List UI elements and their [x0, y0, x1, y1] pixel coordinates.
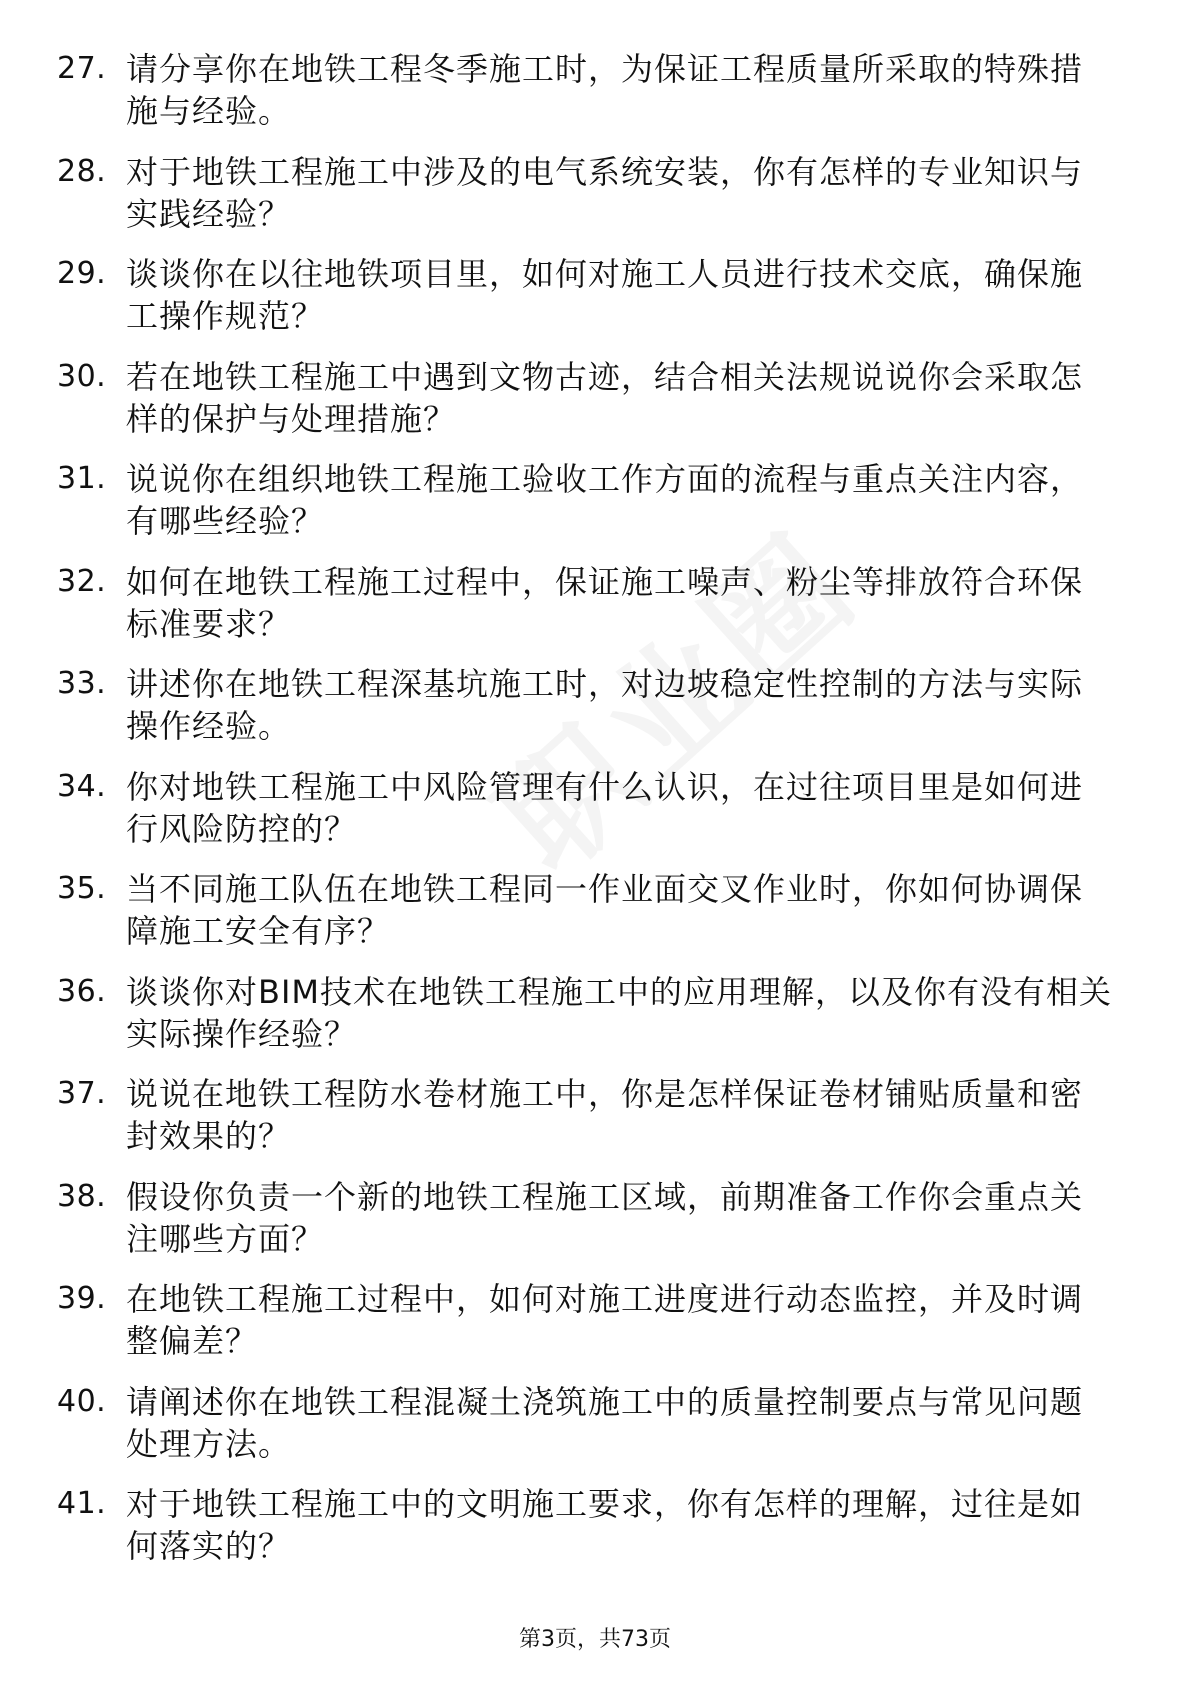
question-text: 讲述你在地铁工程深基坑施工时，对边坡稳定性控制的方法与实际操作经验。	[126, 665, 1084, 745]
question-number: 34.	[57, 768, 107, 804]
question-number: 36.	[57, 973, 107, 1009]
question-number: 32.	[57, 563, 107, 599]
question-item	[0, 356, 1190, 459]
question-text: 你对地铁工程施工中风险管理有什么认识，在过往项目里是如何进行风险防控的？	[126, 767, 1084, 848]
question-number: 37.	[57, 1076, 107, 1111]
question-item	[0, 1176, 1190, 1279]
question-text: 请阐述你在地铁工程混凝土浇筑施工中的质量控制要点与常见问题处理方法。	[126, 1382, 1084, 1463]
page-footer: 第3页，共73页	[519, 1627, 671, 1652]
question-text: 假设你负责一个新的地铁工程施工区域，前期准备工作你会重点关注哪些方面？	[126, 1177, 1084, 1258]
question-text: 谈谈你在以往地铁项目里，如何对施工人员进行技术交底，确保施工操作规范？	[126, 255, 1084, 335]
question-text: 说说在地铁工程防水卷材施工中，你是怎样保证卷材铺贴质量和密封效果的？	[126, 1075, 1084, 1155]
question-number: 33.	[57, 666, 107, 701]
question-list	[0, 48, 1190, 1586]
question-item	[0, 971, 1190, 1074]
question-number: 30.	[57, 358, 107, 394]
question-item	[0, 766, 1190, 869]
question-text: 对于地铁工程施工中涉及的电气系统安装，你有怎样的专业知识与实践经验？	[126, 152, 1084, 233]
question-number: 38.	[57, 1178, 107, 1214]
question-text: 当不同施工队伍在地铁工程同一作业面交叉作业时，你如何协调保障施工安全有序？	[126, 870, 1084, 950]
question-number: 28.	[57, 153, 107, 189]
question-number: 40.	[57, 1383, 107, 1419]
question-item	[0, 868, 1190, 971]
question-item	[0, 151, 1190, 254]
question-number: 39.	[57, 1281, 107, 1316]
question-item	[0, 663, 1190, 766]
question-item	[0, 1073, 1190, 1176]
question-text: 说说你在组织地铁工程施工验收工作方面的流程与重点关注内容，有哪些经验？	[126, 460, 1084, 540]
question-item	[0, 253, 1190, 356]
question-item	[0, 561, 1190, 664]
question-number: 27.	[57, 51, 107, 86]
question-item	[0, 1278, 1190, 1381]
question-text: 对于地铁工程施工中的文明施工要求，你有怎样的理解，过往是如何落实的？	[126, 1485, 1084, 1565]
question-number: 31.	[57, 461, 107, 496]
question-text: 在地铁工程施工过程中，如何对施工进度进行动态监控，并及时调整偏差？	[126, 1280, 1084, 1360]
question-item	[0, 458, 1190, 561]
question-number: 29.	[57, 256, 107, 291]
question-item	[0, 1483, 1190, 1586]
question-number: 35.	[57, 871, 107, 906]
question-item	[0, 48, 1190, 151]
question-number: 41.	[57, 1486, 107, 1521]
question-text: 谈谈你对BIM技术在地铁工程施工中的应用理解，以及你有没有相关实际操作经验？	[126, 972, 1113, 1053]
question-text: 若在地铁工程施工中遇到文物古迹，结合相关法规说说你会采取怎样的保护与处理措施？	[126, 357, 1084, 438]
question-text: 请分享你在地铁工程冬季施工时，为保证工程质量所采取的特殊措施与经验。	[126, 50, 1084, 130]
question-item	[0, 1381, 1190, 1484]
question-text: 如何在地铁工程施工过程中，保证施工噪声、粉尘等排放符合环保标准要求？	[126, 562, 1084, 643]
